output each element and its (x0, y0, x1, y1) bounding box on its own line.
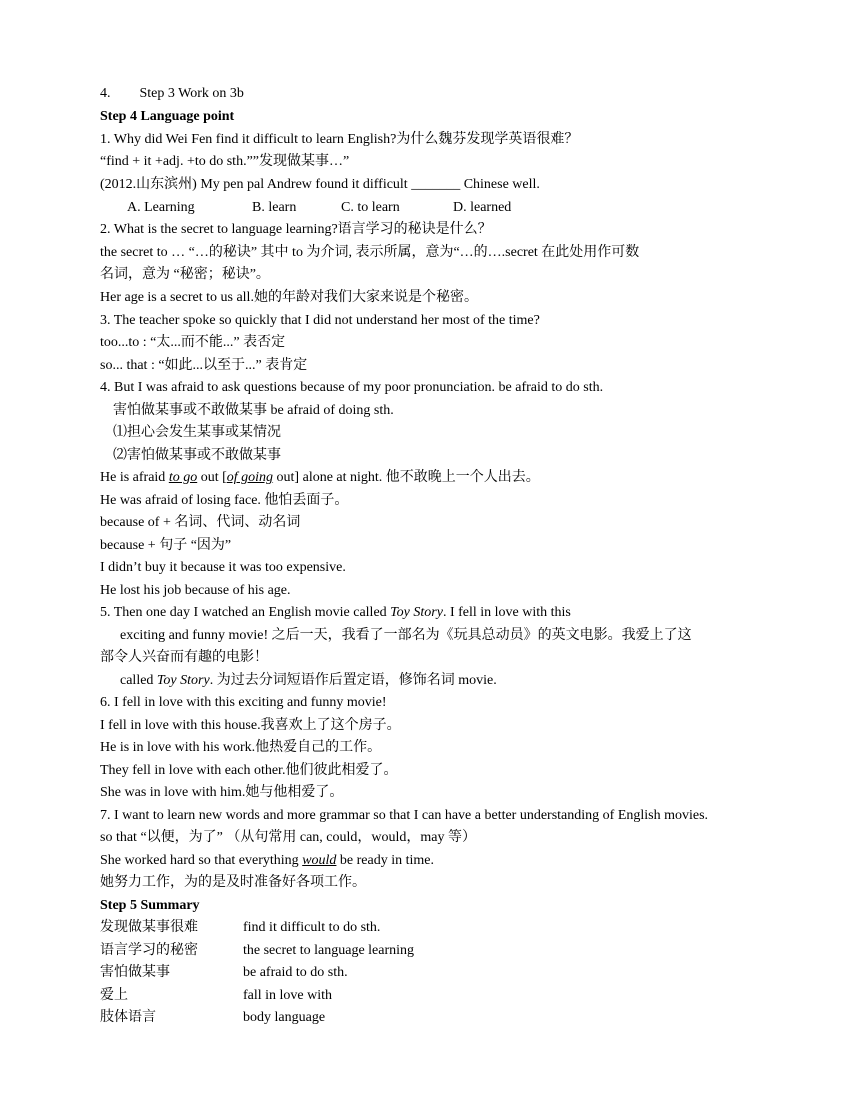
summary-cn: 爱上 (100, 988, 128, 1003)
point7-line1: so that “以便，为了” （从句常用 can, could，would，may 等） (100, 830, 477, 845)
question-part: . I fell in love with this (442, 605, 571, 620)
underlined-word: would (302, 853, 337, 868)
underlined-phrase: of going (226, 470, 274, 485)
underlined-phrase: to go (168, 470, 198, 485)
point5-line1: exciting and funny movie! 之后一天，我看了一部名为《玩具总动员》的英文电影。我爱上了这 (120, 628, 692, 643)
point4-question: 4. But I was afraid to ask questions because of my poor pronunciation. be afraid to do sth. (100, 380, 604, 395)
point4-line8: He lost his job because of his age. (100, 583, 291, 598)
point4-line2: ⑴担心会发生某事或某情况 (113, 425, 281, 440)
movie-title: Toy Story (156, 673, 210, 688)
option-b: B. learn (252, 200, 297, 215)
point5-question (100, 604, 571, 622)
summary-en: be afraid to do sth. (243, 965, 348, 980)
point1-exam-question: (2012.山东滨州) My pen pal Andrew found it difficult _______ Chinese well. (100, 177, 540, 192)
point7-line2 (100, 852, 434, 870)
point6-line4: She was in love with him.她与他相爱了。 (100, 785, 344, 800)
summary-en: find it difficult to do sth. (243, 920, 381, 935)
point4-line6: because + 句子 “因为” (100, 538, 232, 553)
point6-line3: They fell in love with each other.他们彼此相爱了。 (100, 763, 398, 778)
point6-line2: He is in love with his work.他热爱自己的工作。 (100, 740, 382, 755)
option-a: A. Learning (127, 200, 195, 215)
summary-cn: 害怕做某事 (100, 965, 170, 980)
point2-line1: the secret to … “…的秘诀” 其中 to 为介词, 表示所属，意为“…的….secret 在此处用作可数 (100, 245, 640, 260)
note-part: called (120, 673, 157, 688)
movie-title: Toy Story (390, 605, 443, 620)
point2-line2: 名词，意为 “秘密；秘诀”。 (100, 267, 270, 282)
point2-line3: Her age is a secret to us all.她的年龄对我们大家来说是个秘密。 (100, 290, 478, 305)
step3-number: 4. (100, 86, 111, 101)
point6-question: 6. I fell in love with this exciting and funny movie! (100, 695, 387, 710)
question-part: 5. Then one day I watched an English movie called (100, 605, 391, 620)
point1-question: 1. Why did Wei Fen find it difficult to learn English?为什么魏芬发现学英语很难？ (100, 132, 579, 147)
step3-line (100, 85, 244, 103)
summary-en: body language (243, 1010, 326, 1025)
point2-question: 2. What is the secret to language learning?语言学习的秘诀是什么？ (100, 222, 492, 237)
summary-cn: 发现做某事很难 (100, 920, 198, 935)
summary-en: the secret to language learning (243, 943, 415, 958)
point4-example (100, 469, 540, 487)
point6-line1: I fell in love with this house.我喜欢上了这个房子。 (100, 718, 401, 733)
point5-line3 (120, 672, 497, 690)
step4-heading: Step 4 Language point (100, 109, 235, 124)
example-part: be ready in time. (336, 853, 434, 868)
example-part: out] alone at night. 他不敢晚上一个人出去。 (273, 470, 540, 485)
note-part: . 为过去分词短语作后置定语，修饰名词 movie. (209, 673, 497, 688)
point3-line2: so... that : “如此...以至于...” 表肯定 (100, 358, 308, 373)
point7-line3: 她努力工作，为的是及时准备好各项工作。 (100, 875, 366, 890)
summary-cn: 肢体语言 (100, 1010, 156, 1025)
option-d: D. learned (453, 200, 512, 215)
step3-text: Step 3 Work on 3b (139, 86, 244, 101)
example-part: out [ (197, 470, 227, 485)
point3-question: 3. The teacher spoke so quickly that I did not understand her most of the time? (100, 313, 540, 328)
point4-line3: ⑵害怕做某事或不敢做某事 (113, 448, 281, 463)
example-part: She worked hard so that everything (100, 853, 303, 868)
point1-pattern: “find + it +adj. +to do sth.””发现做某事…” (100, 154, 350, 169)
summary-cn: 语言学习的秘密 (100, 943, 198, 958)
point4-line1: 害怕做某事或不敢做某事 be afraid of doing sth. (113, 403, 394, 418)
example-part: He is afraid (100, 470, 169, 485)
point4-line5: because of + 名词、代词、动名词 (100, 515, 301, 530)
point4-line4: He was afraid of losing face. 他怕丢面子。 (100, 493, 349, 508)
point3-line1: too...to : “太...而不能...” 表否定 (100, 335, 286, 350)
step5-heading: Step 5 Summary (100, 898, 200, 913)
point7-question: 7. I want to learn new words and more grammar so that I can have a better understanding of English movies. (100, 808, 709, 823)
summary-en: fall in love with (243, 988, 333, 1003)
option-c: C. to learn (341, 200, 400, 215)
point4-line7: I didn’t buy it because it was too expensive. (100, 560, 346, 575)
point5-line2: 部令人兴奋而有趣的电影！ (100, 650, 268, 665)
